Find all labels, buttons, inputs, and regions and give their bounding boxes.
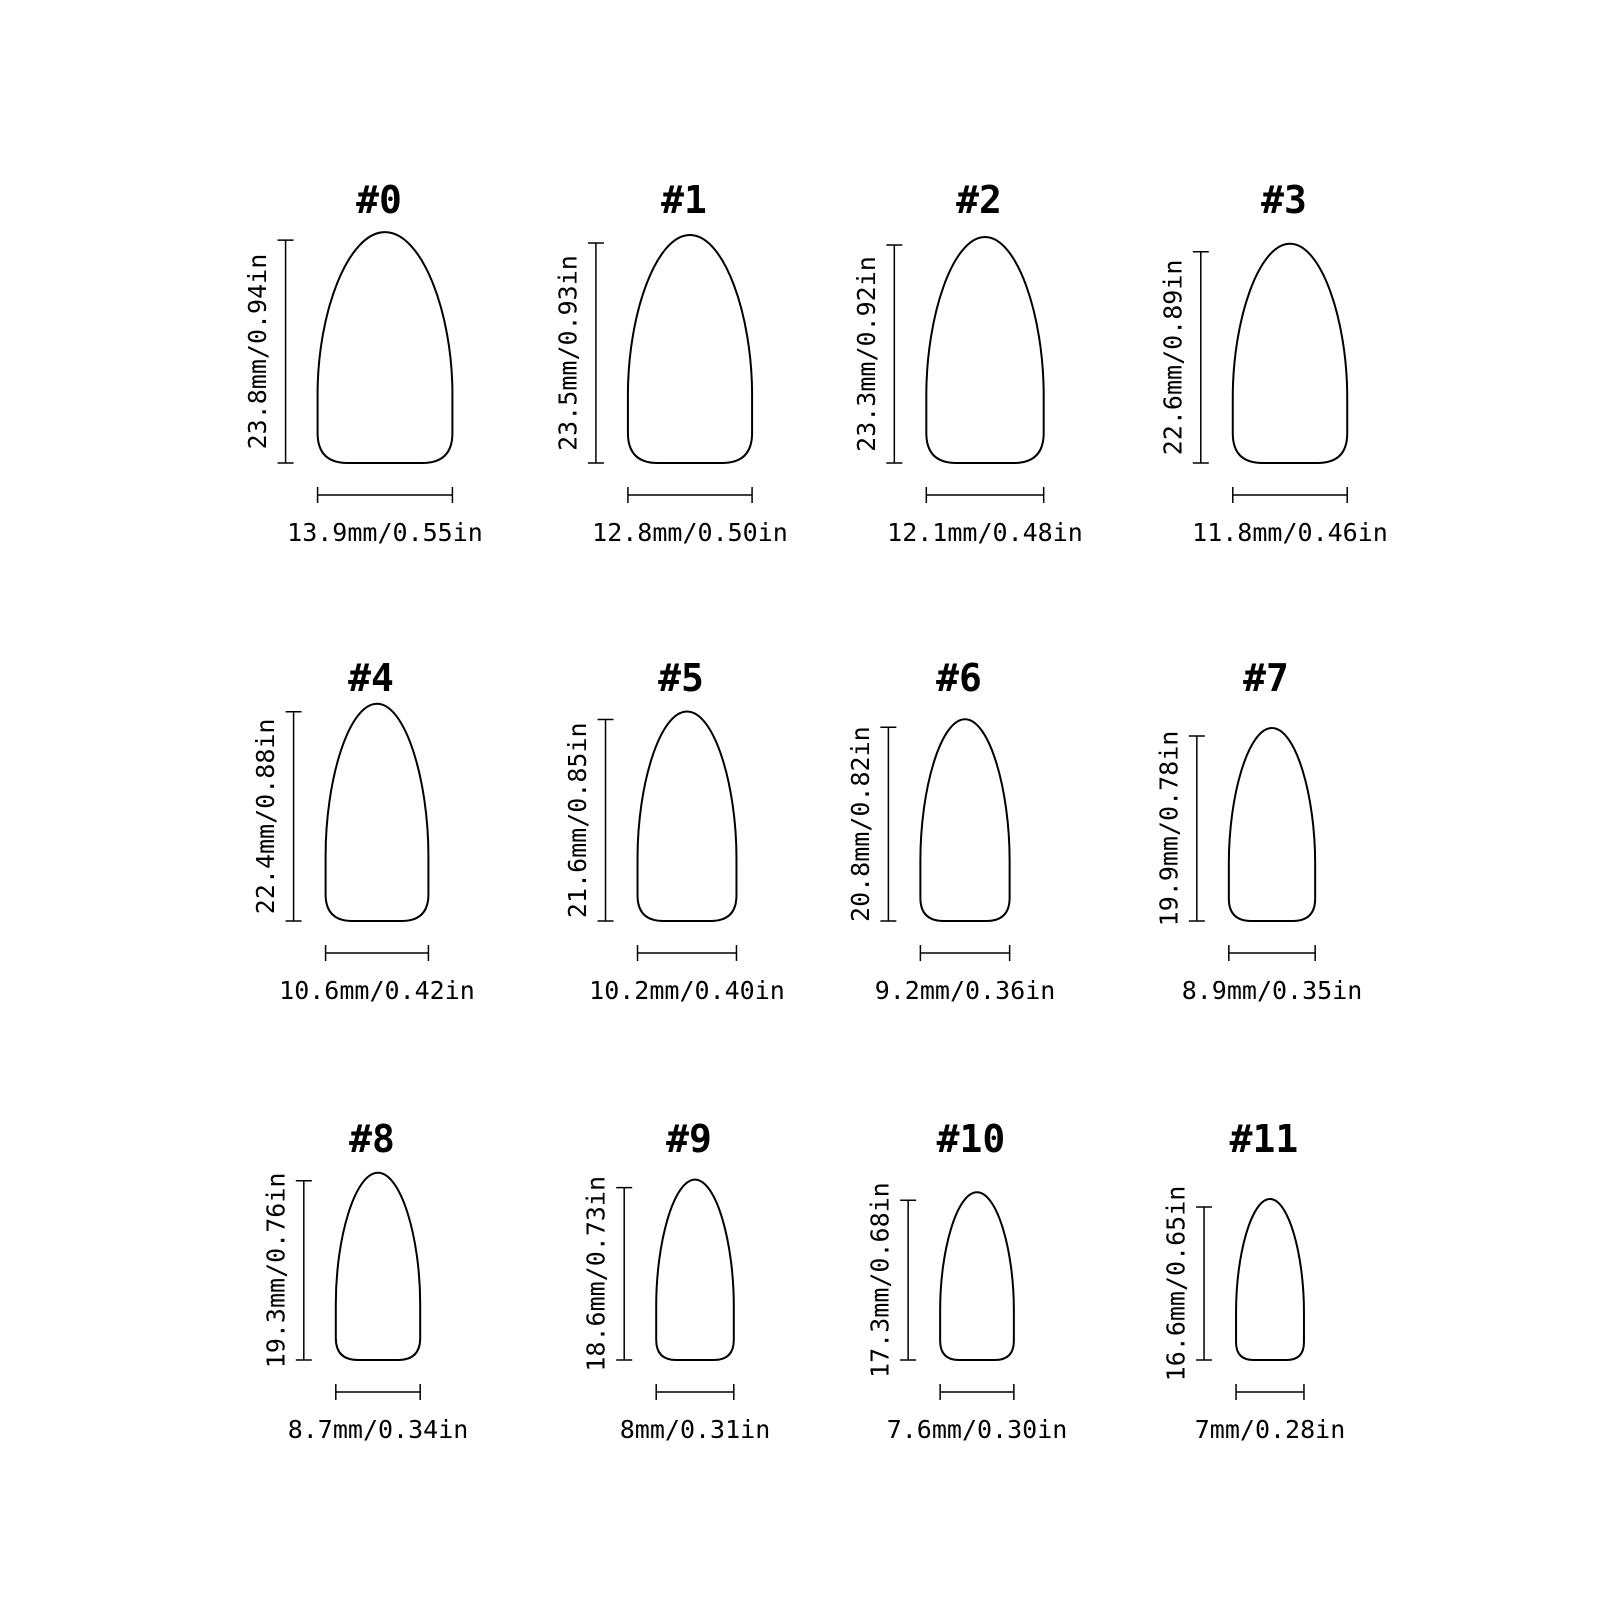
size-label: #6	[936, 656, 982, 700]
nail-shape	[1229, 728, 1315, 921]
size-label: #5	[658, 656, 704, 700]
nail-size-4	[251, 656, 475, 1005]
nail-size-7	[1154, 656, 1362, 1005]
length-label: 16.6mm/0.65in	[1161, 1185, 1191, 1382]
nail-shape	[628, 235, 752, 463]
length-label: 21.6mm/0.85in	[563, 722, 593, 919]
nail-size-0	[243, 178, 483, 547]
size-label: #1	[661, 178, 707, 222]
nail-size-1	[553, 178, 787, 547]
nail-size-10	[866, 1117, 1068, 1444]
width-label: 8.7mm/0.34in	[287, 1415, 469, 1444]
width-label: 10.2mm/0.40in	[589, 976, 785, 1005]
width-label: 7.6mm/0.30in	[886, 1415, 1068, 1444]
size-label: #3	[1261, 178, 1307, 222]
length-label: 19.9mm/0.78in	[1154, 730, 1184, 927]
length-label: 18.6mm/0.73in	[581, 1175, 611, 1372]
size-label: #8	[349, 1117, 395, 1161]
length-label: 23.3mm/0.92in	[851, 256, 881, 452]
nail-size-11	[1162, 1117, 1346, 1444]
size-label: #2	[956, 178, 1002, 222]
length-label: 23.8mm/0.94in	[243, 253, 273, 450]
size-label: #0	[356, 178, 402, 222]
nail-size-2	[852, 178, 1083, 547]
length-label: 23.5mm/0.93in	[553, 255, 583, 451]
width-label: 7mm/0.28in	[1194, 1415, 1346, 1444]
length-label: 22.4mm/0.88in	[251, 718, 281, 915]
nail-size-5	[563, 656, 785, 1005]
nail-shape	[336, 1173, 420, 1360]
nail-shape	[318, 232, 453, 463]
width-label: 8.9mm/0.35in	[1181, 976, 1363, 1005]
length-label: 17.3mm/0.68in	[865, 1182, 895, 1378]
nail-size-8	[261, 1117, 468, 1444]
nail-shape	[1236, 1199, 1304, 1360]
nail-shape	[326, 704, 429, 921]
size-label: #9	[666, 1117, 712, 1161]
nail-shape	[940, 1192, 1014, 1360]
width-label: 12.8mm/0.50in	[592, 518, 788, 547]
nail-shape	[920, 719, 1009, 921]
size-label: #4	[348, 656, 394, 700]
size-label: #11	[1229, 1117, 1299, 1161]
nail-shape	[638, 711, 737, 921]
width-label: 12.1mm/0.48in	[887, 518, 1083, 547]
width-label: 10.6mm/0.42in	[279, 976, 475, 1005]
nail-size-3	[1158, 178, 1388, 547]
nail-shape	[1233, 244, 1347, 463]
length-label: 20.8mm/0.82in	[845, 726, 875, 922]
nail-shape	[926, 237, 1043, 463]
length-label: 22.6mm/0.89in	[1158, 259, 1188, 456]
width-label: 9.2mm/0.36in	[874, 976, 1056, 1005]
width-label: 8mm/0.31in	[619, 1415, 771, 1444]
nail-size-6	[846, 656, 1055, 1005]
nail-size-9	[582, 1117, 771, 1444]
nail-shape	[656, 1180, 734, 1360]
width-label: 11.8mm/0.46in	[1192, 518, 1388, 547]
length-label: 19.3mm/0.76in	[261, 1172, 291, 1369]
size-label: #10	[936, 1117, 1006, 1161]
size-label: #7	[1243, 656, 1289, 700]
width-label: 13.9mm/0.55in	[287, 518, 483, 547]
